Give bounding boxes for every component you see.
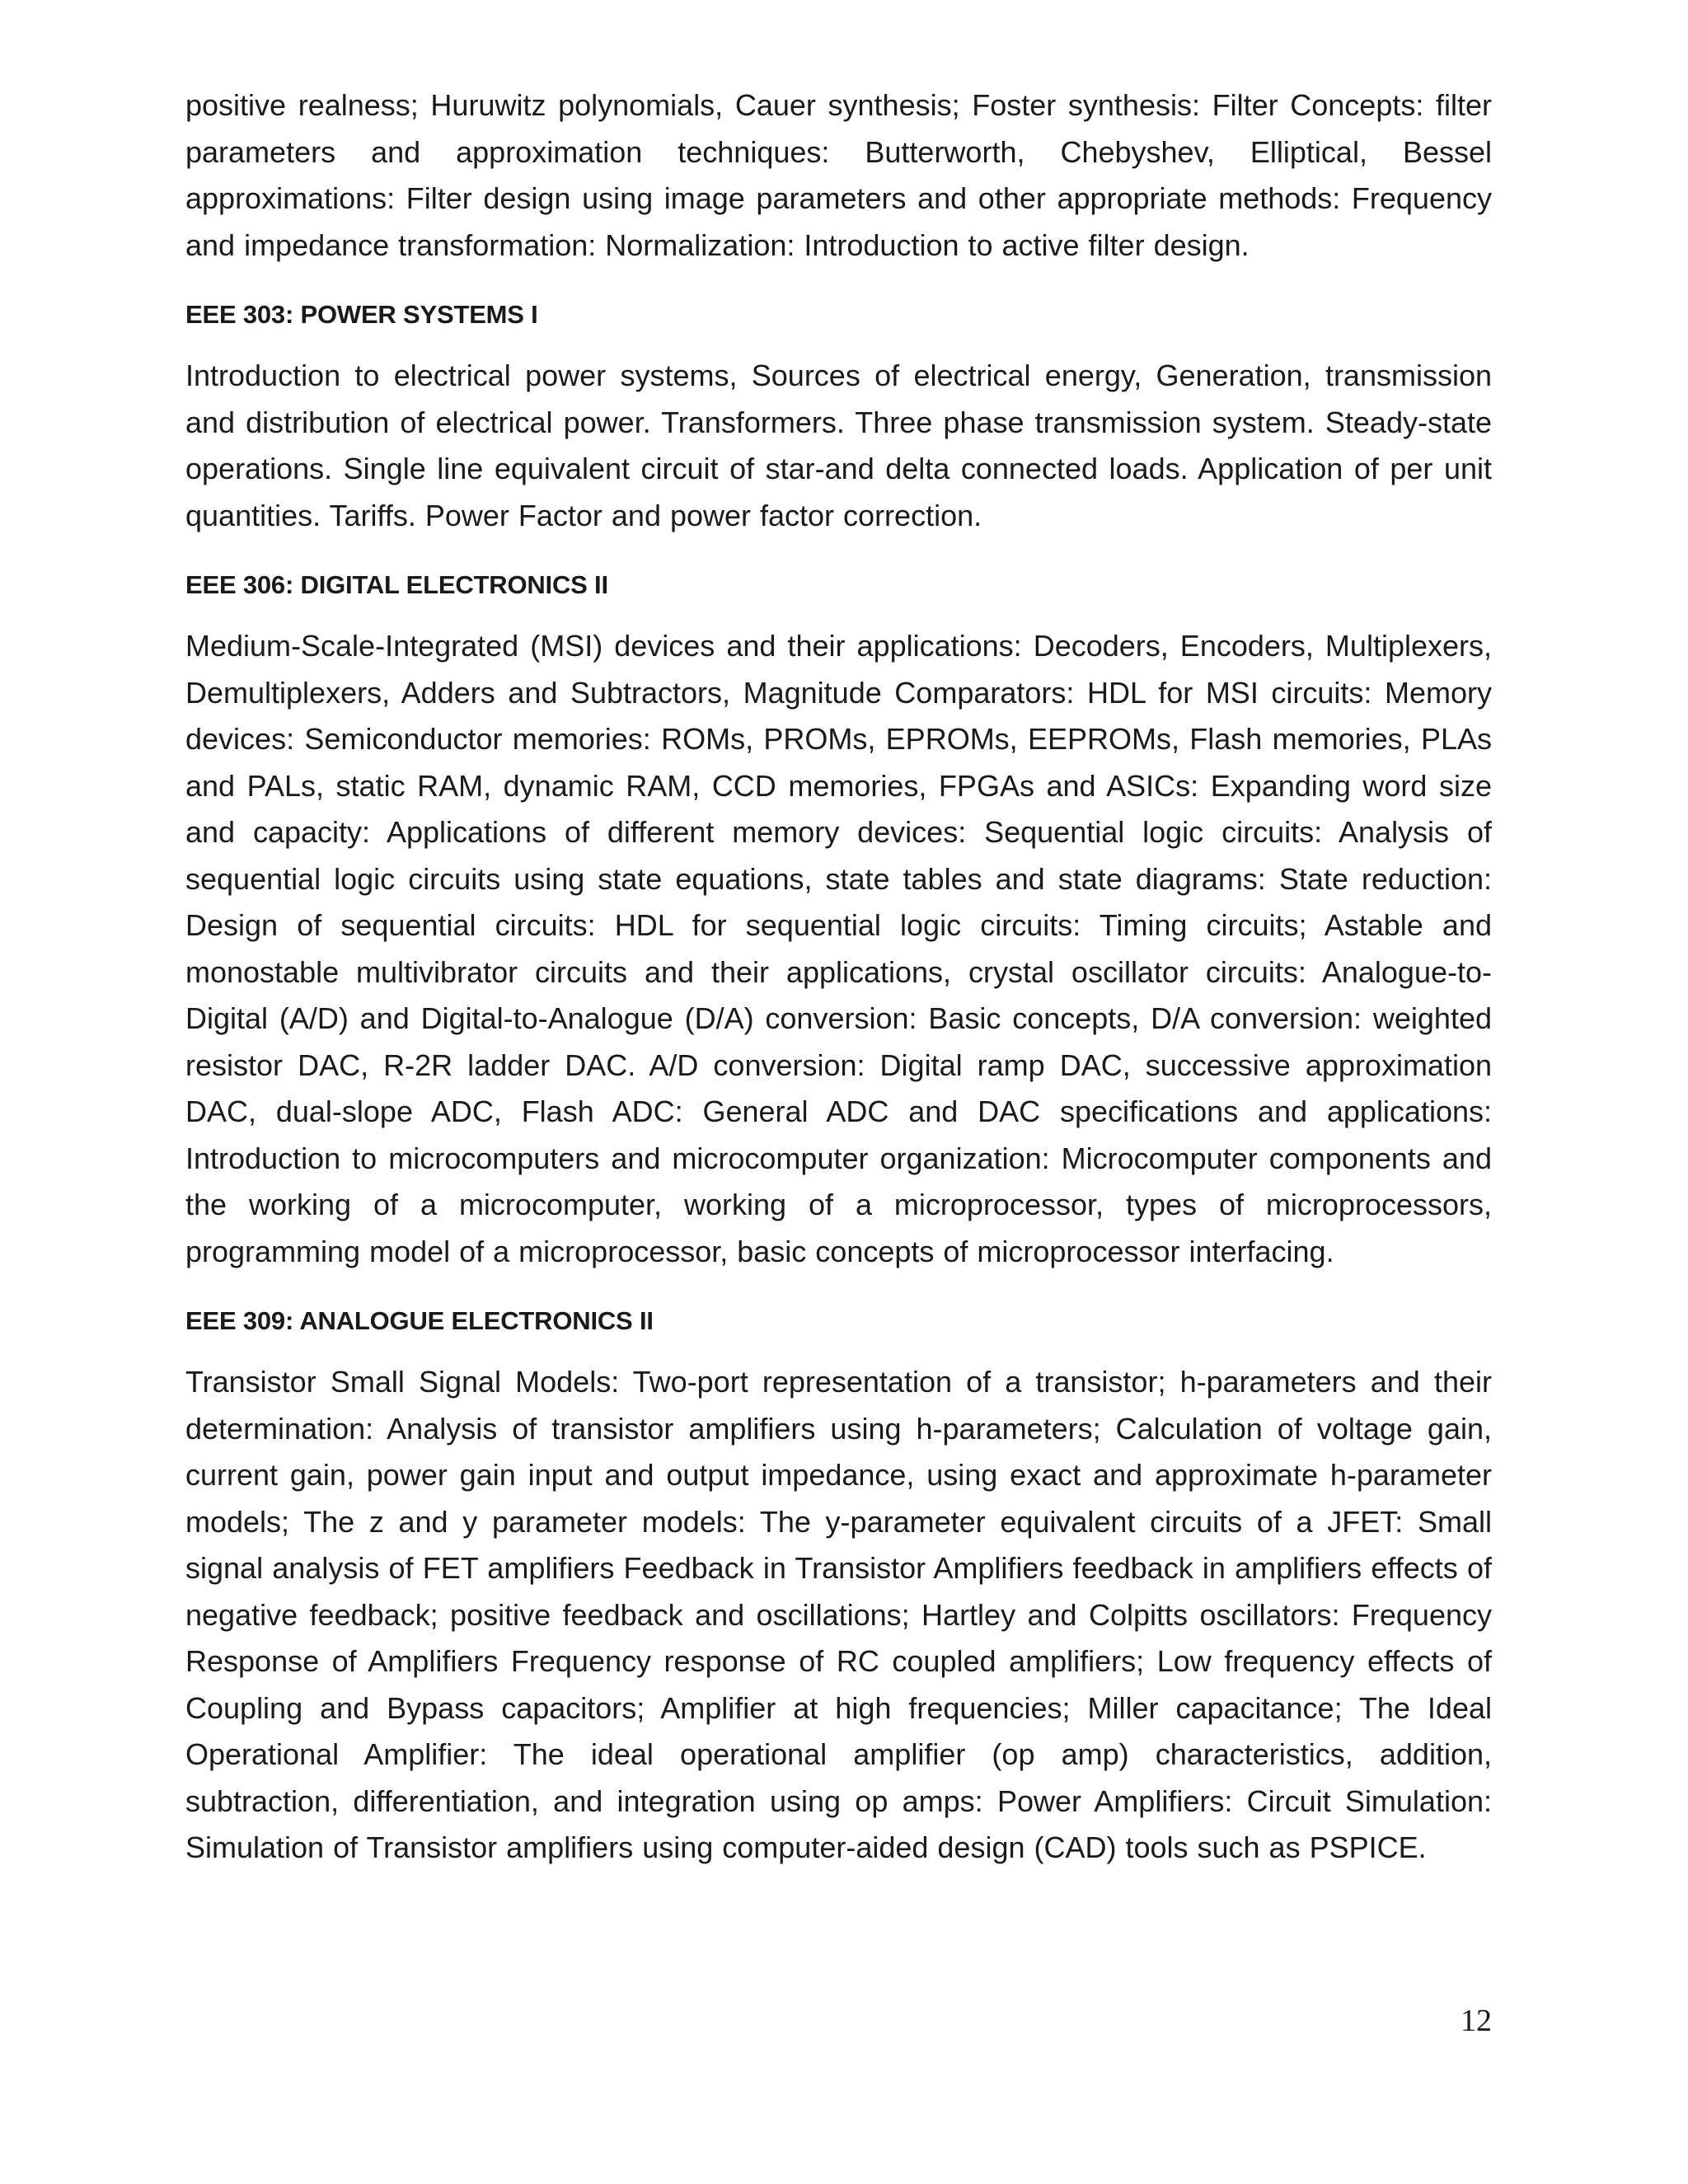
page-number: 12	[1461, 2004, 1492, 2038]
document-page	[185, 82, 1492, 1872]
section-body-eee-306: Medium-Scale-Integrated (MSI) devices and their applications: Decoders, Encoders, Multiplexers, Demultiplexers, Adders and Subtractors, Magnitude Comparators: HDL for MSI circuits: Memory devices: Semiconductor memories: ROMs, PROMs, EPROMs, EEPROMs, Flash memories, PLAs and PALs, static RAM, dynamic RAM, CCD memories, FPGAs and ASICs: Expanding word size and capacity: Applications of different memory devices: Sequential logic circuits: Analysis of sequential logic circuits using state equations, state tables and state diagrams: State reduction: Design of sequential circuits: HDL for sequential logic circuits: Timing circuits; Astable and monostable multivibrator circuits and their applications, crystal oscillator circuits: Analogue-to-Digital (A/D) and Digital-to-Analogue (D/A) conversion: Basic concepts, D/A conversion: weighted resistor DAC, R-2R ladder DAC. A/D conversion: Digital ramp DAC, successive approximation DAC, dual-slope ADC, Flash ADC: General ADC and DAC specifications and applications: Introduction to microcomputers and microcomputer organization: Microcomputer components and the working of a microcomputer, working of a microprocessor, types of microprocessors, programming model of a microprocessor, basic concepts of microprocessor interfacing.	[185, 629, 1492, 1268]
section-heading-eee-306: EEE 306: DIGITAL ELECTRONICS II	[185, 570, 608, 599]
section-body-eee-303: Introduction to electrical power systems, Sources of electrical energy, Generation, transmission and distribution of electrical power. Transformers. Three phase transmission system. Steady-state operations. Single line equivalent circuit of star-and delta connected loads. Application of per unit quantities. Tariffs. Power Factor and power factor correction.	[185, 359, 1492, 532]
intro-paragraph: positive realness; Huruwitz polynomials, Cauer synthesis; Foster synthesis: Filter Concepts: filter parameters and approximation techniques: Butterworth, Chebyshev, Elliptical, Bessel approximations: Filter design using image parameters and other appropriate methods: Frequency and impedance transformation: Normalization: Introduction to active filter design.	[185, 88, 1492, 262]
section-heading-eee-309: EEE 309: ANALOGUE ELECTRONICS II	[185, 1306, 654, 1335]
section-heading-eee-303: EEE 303: POWER SYSTEMS I	[185, 300, 538, 329]
section-body-eee-309: Transistor Small Signal Models: Two-port representation of a transistor; h-parameters and their determination: Analysis of transistor amplifiers using h-parameters; Calculation of voltage gain, current gain, power gain input and output impedance, using exact and approximate h-parameter models; The z and y parameter models: The y-parameter equivalent circuits of a JFET: Small signal analysis of FET amplifiers Feedback in Transistor Amplifiers feedback in amplifiers effects of negative feedback; positive feedback and oscillations; Hartley and Colpitts oscillators: Frequency Response of Amplifiers Frequency response of RC coupled amplifiers; Low frequency effects of Coupling and Bypass capacitors; Amplifier at high frequencies; Miller capacitance; The Ideal Operational Amplifier: The ideal operational amplifier (op amp) characteristics, addition, subtraction, differentiation, and integration using op amps: Power Amplifiers: Circuit Simulation: Simulation of Transistor amplifiers using computer-aided design (CAD) tools such as PSPICE.	[185, 1365, 1492, 1864]
